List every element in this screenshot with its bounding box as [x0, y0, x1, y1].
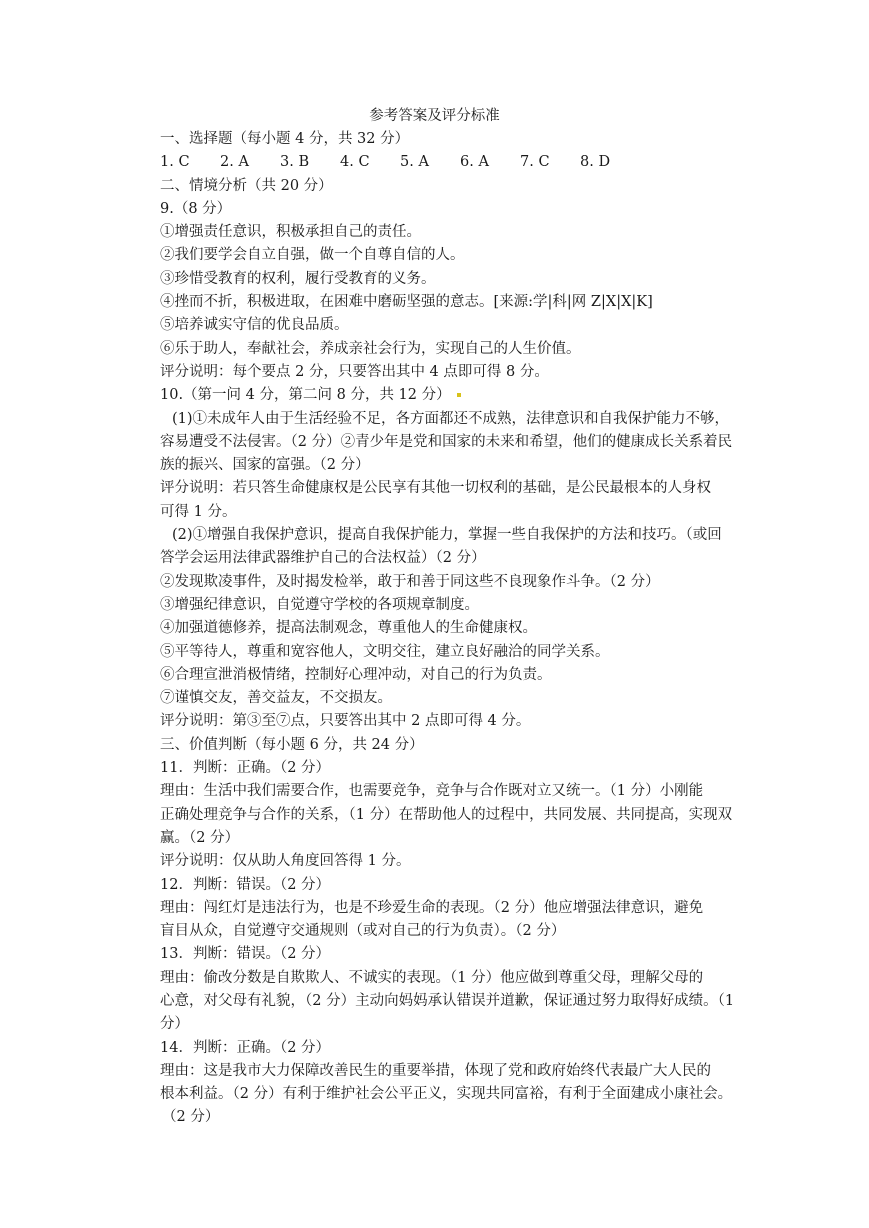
- scoring-note: 评分说明：第③至⑦点，只要答出其中 2 点即可得 4 分。: [160, 713, 531, 730]
- reason-line: 正确处理竞争与合作的关系，（1 分）在帮助他人的过程中，共同发展、共同提高，实现双: [160, 806, 733, 823]
- page-title: 参考答案及评分标准: [369, 108, 500, 124]
- reason-line: 理由：这是我市大力保障改善民生的重要举措，体现了党和政府始终代表最广大人民的: [160, 1062, 711, 1079]
- answer-point: ⑤平等待人，尊重和宽容他人，文明交往，建立良好融洽的同学关系。: [160, 643, 610, 660]
- answer-line: 族的振兴、国家的富强。（2 分）: [160, 457, 370, 474]
- reason-line: 分）: [160, 1016, 189, 1033]
- answer-point: ④挫而不折，积极进取，在困难中磨砺坚强的意志。[来源:学|科|网 Z|X|X|K]: [160, 294, 653, 311]
- answer-line: 容易遭受不法侵害。（2 分）②青少年是党和国家的未来和希望，他们的健康成长关系着民: [160, 433, 733, 450]
- judgement: 12．判断：错误。（2 分）: [160, 876, 331, 893]
- document-body: [160, 128, 750, 1130]
- mcq-answer: 2. A: [220, 154, 249, 171]
- question-number: 9.（8 分）: [160, 200, 232, 217]
- answer-point: ⑦谨慎交友，善交益友，不交损友。: [160, 690, 392, 707]
- mcq-answer: 3. B: [280, 154, 310, 171]
- answer-point: ⑥合理宣泄消极情绪，控制好心理冲动，对自己的行为负责。: [160, 666, 552, 683]
- mcq-answer: 1. C: [160, 154, 190, 171]
- answer-point: ⑤培养诚实守信的优良品质。: [160, 317, 349, 334]
- answer-line: 答学会运用法律武器维护自己的合法权益）（2 分）: [160, 550, 486, 567]
- scoring-note: 可得 1 分。: [160, 503, 237, 520]
- answer-line: (1)①未成年人由于生活经验不足，各方面都还不成熟，法律意识和自我保护能力不够，: [172, 410, 730, 427]
- answer-point: ②我们要学会自立自强，做一个自尊自信的人。: [160, 247, 465, 264]
- answer-point: ③增强纪律意识，自觉遵守学校的各项规章制度。: [160, 596, 479, 613]
- mcq-answer: 4. C: [340, 154, 370, 171]
- answer-point: ③珍惜受教育的权利，履行受教育的义务。: [160, 270, 436, 287]
- answer-line: (2)①增强自我保护意识，提高自我保护能力，掌握一些自我保护的方法和技巧。（或回: [172, 527, 722, 544]
- yellow-dot-mark: [457, 393, 461, 397]
- answer-point: ④加强道德修养，提高法制观念，尊重他人的生命健康权。: [160, 620, 537, 637]
- reason-line: 赢。（2 分）: [160, 829, 240, 846]
- mcq-answer: 8. D: [580, 154, 611, 171]
- scoring-note: 评分说明：每个要点 2 分，只要答出其中 4 点即可得 8 分。: [160, 363, 549, 380]
- judgement: 11．判断：正确。（2 分）: [160, 760, 331, 777]
- reason-line: 理由：生活中我们需要合作，也需要竞争，竞争与合作既对立又统一。（1 分）小刚能: [160, 783, 704, 800]
- answer-point: ①增强责任意识，积极承担自己的责任。: [160, 224, 421, 241]
- question-number: 10.（第一问 4 分，第二问 8 分，共 12 分）: [160, 384, 750, 407]
- reason-line: 根本利益。（2 分）有利于维护社会公平正义，实现共同富裕，有利于全面建成小康社会。: [160, 1086, 733, 1103]
- section-heading: 二、情境分析（共 20 分）: [160, 177, 333, 194]
- section-heading: 一、选择题（每小题 4 分，共 32 分）: [160, 131, 410, 147]
- mcq-answer: 5. A: [400, 154, 429, 171]
- reason-line: 理由：闯红灯是违法行为，也是不珍爱生命的表现。（2 分）他应增强法律意识，避免: [160, 899, 704, 916]
- mcq-answer: 7. C: [520, 154, 550, 171]
- scoring-note: 评分说明：仅从助人角度回答得 1 分。: [160, 853, 411, 870]
- reason-line: （2 分）: [162, 1109, 220, 1126]
- answer-point: ⑥乐于助人，奉献社会，养成亲社会行为，实现自己的人生价值。: [160, 340, 581, 357]
- reason-line: 心意，对父母有礼貌，（2 分）主动向妈妈承认错误并道歉，保证通过努力取得好成绩。（1: [160, 992, 735, 1009]
- mcq-answer: 6. A: [460, 154, 489, 171]
- reason-line: 盲目从众，自觉遵守交通规则（或对自己的行为负责）。（2 分）: [160, 923, 566, 940]
- mcq-answers: [160, 151, 750, 174]
- reason-line: 理由：偷改分数是自欺欺人、不诚实的表现。（1 分）他应做到尊重父母，理解父母的: [160, 969, 704, 986]
- answer-point: ②发现欺凌事件，及时揭发检举，敢于和善于同这些不良现象作斗争。（2 分）: [160, 573, 660, 590]
- judgement: 14．判断：正确。（2 分）: [160, 1039, 331, 1056]
- scoring-note: 评分说明：若只答生命健康权是公民享有其他一切权利的基础，是公民最根本的人身权: [160, 480, 711, 497]
- judgement: 13．判断：错误。（2 分）: [160, 946, 331, 963]
- section-heading: 三、价值判断（每小题 6 分，共 24 分）: [160, 736, 424, 753]
